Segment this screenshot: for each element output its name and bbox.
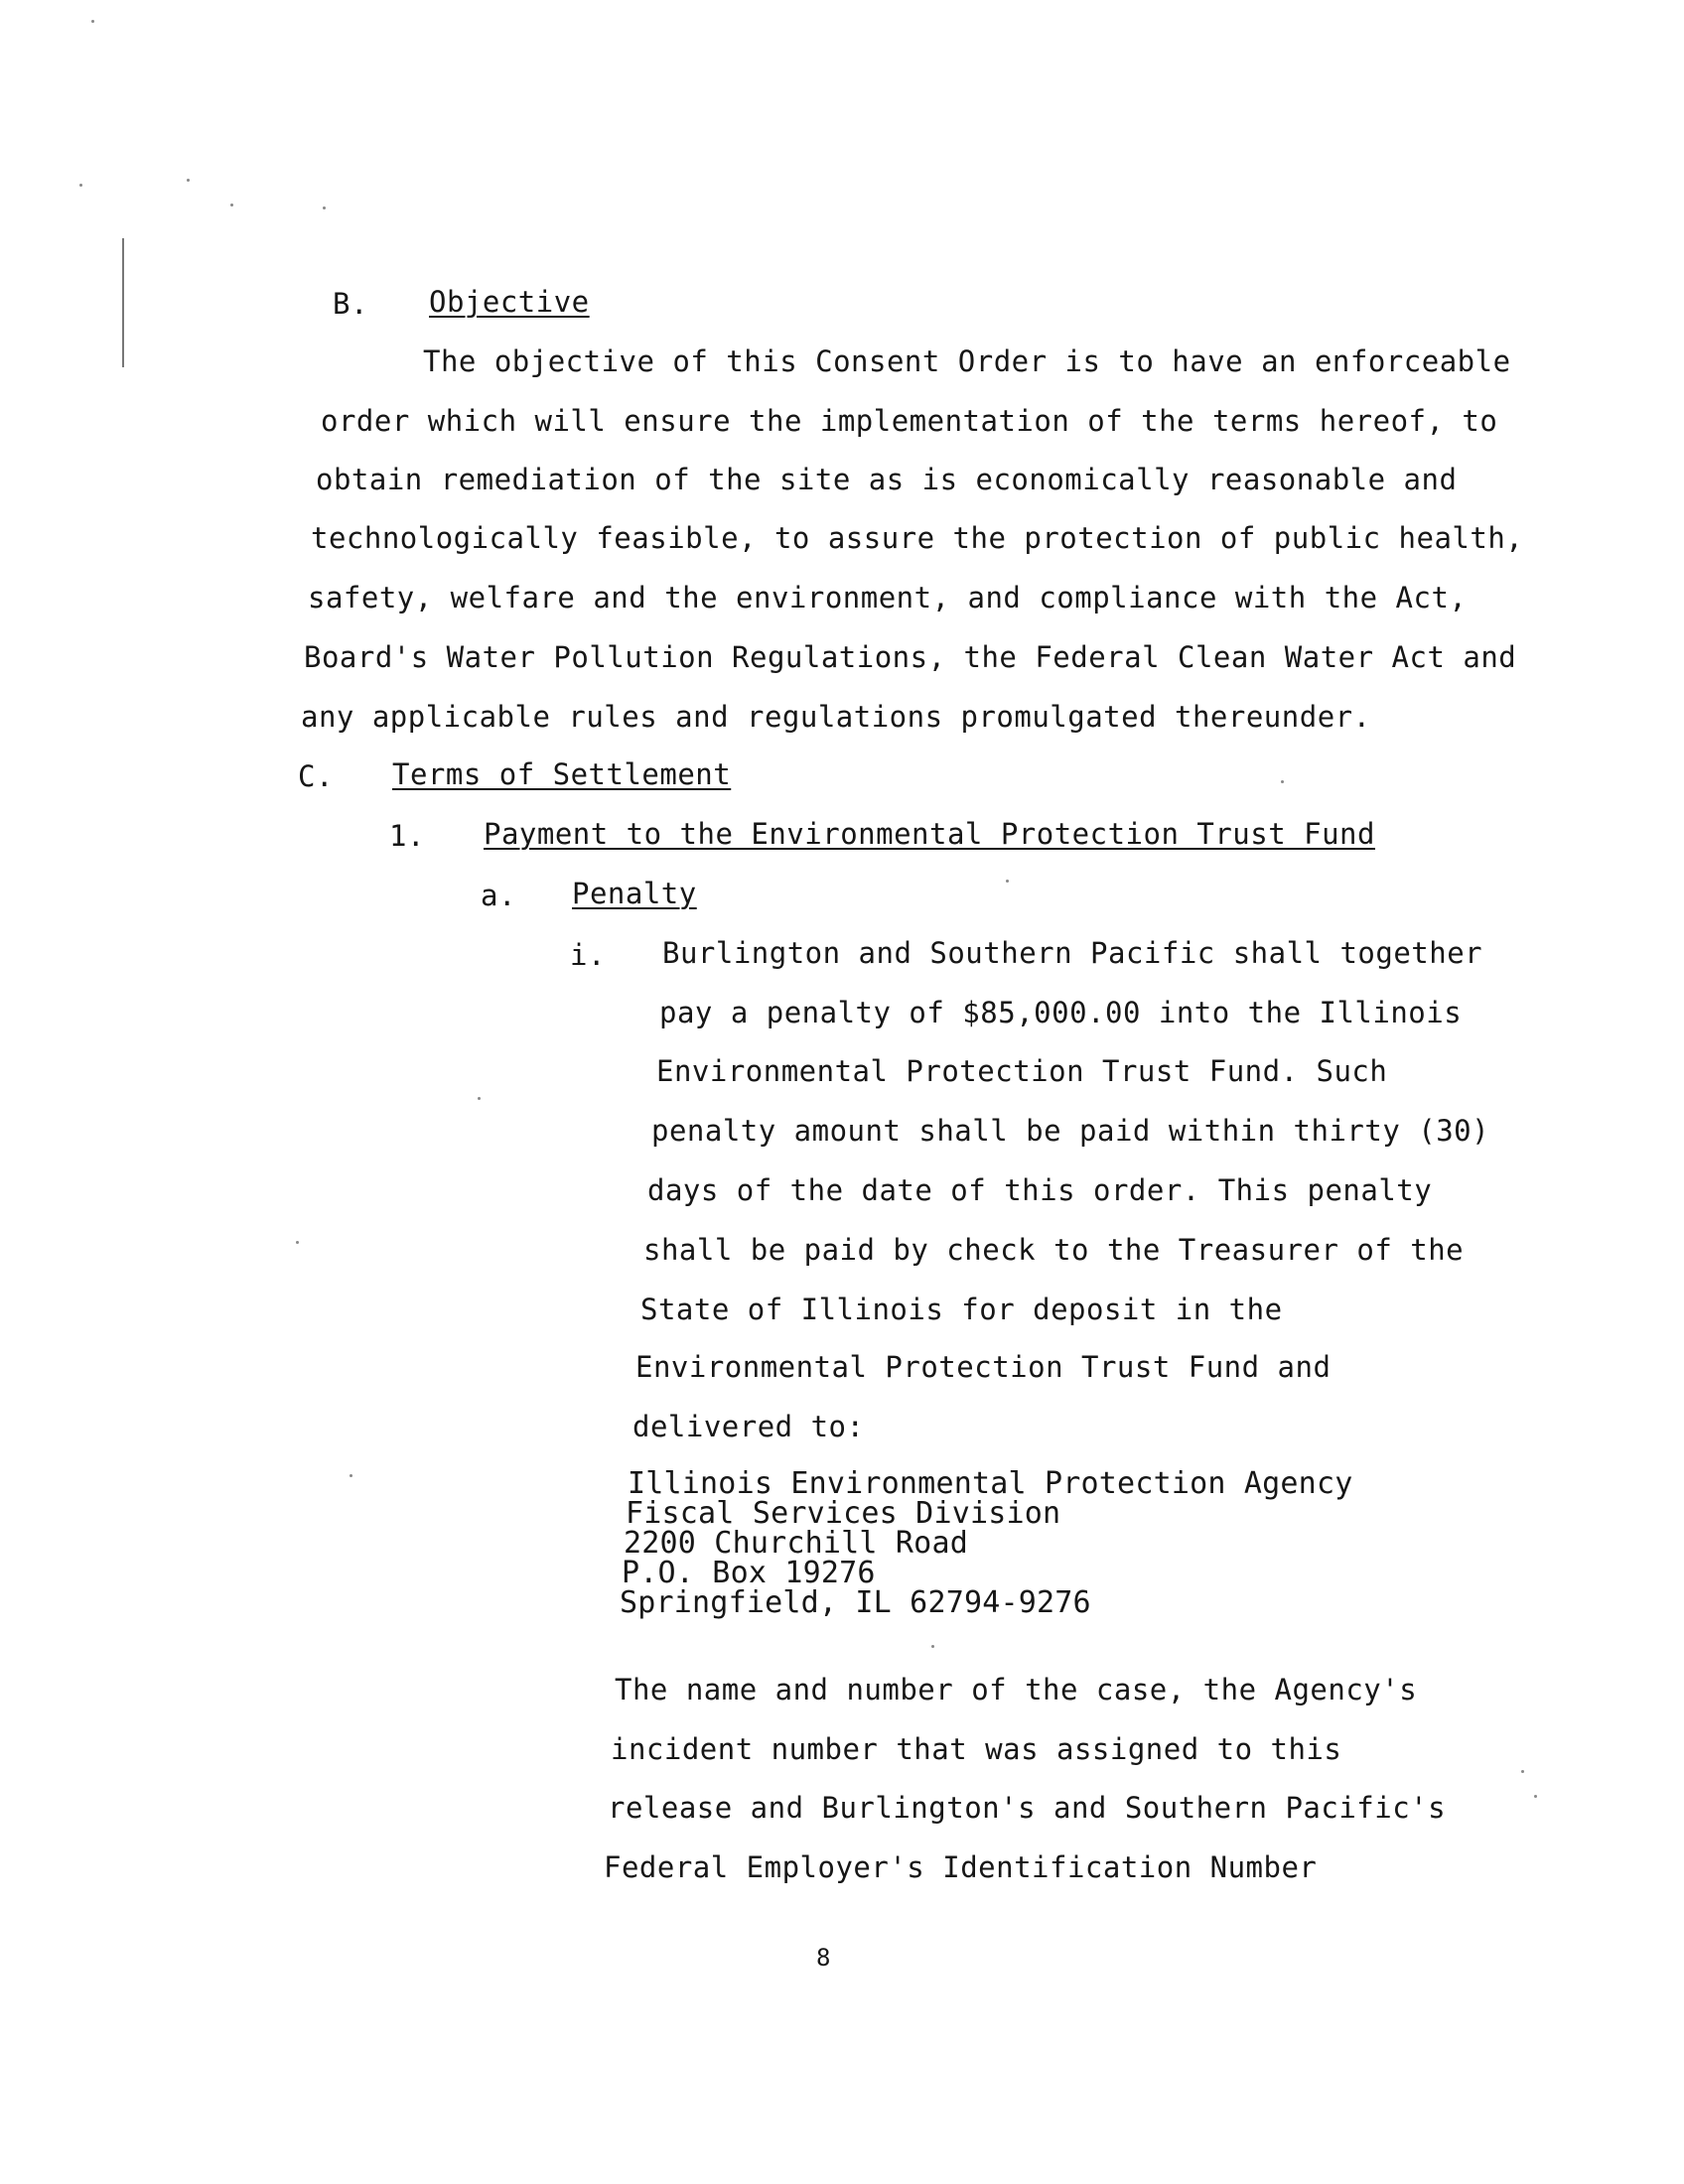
- penalty-line-7: State of Illinois for deposit in the: [640, 1293, 1283, 1326]
- closing-line-2: incident number that was assigned to this: [611, 1732, 1342, 1766]
- penalty-line-9: delivered to:: [632, 1410, 865, 1443]
- scan-speck: [1006, 880, 1009, 883]
- objective-line-1: The objective of this Consent Order is to have an enforceable: [423, 344, 1511, 378]
- penalty-line-6: shall be paid by check to the Treasurer of the: [643, 1233, 1465, 1267]
- section-b-heading: Objective: [429, 285, 590, 319]
- item-a-marker: a.: [481, 879, 516, 912]
- objective-line-5: safety, welfare and the environment, and compliance with the Act,: [308, 581, 1468, 614]
- scan-speck: [1534, 1795, 1537, 1798]
- closing-line-1: The name and number of the case, the Agency's: [615, 1673, 1418, 1706]
- section-c-marker: C.: [298, 759, 334, 793]
- closing-line-4: Federal Employer's Identification Number: [604, 1850, 1318, 1884]
- address-line-3: 2200 Churchill Road: [624, 1526, 968, 1561]
- address-line-2: Fiscal Services Division: [626, 1496, 1061, 1531]
- penalty-line-4: penalty amount shall be paid within thirty (30): [651, 1114, 1490, 1148]
- objective-line-2: order which will ensure the implementation of the terms hereof, to: [321, 404, 1498, 438]
- penalty-line-1: Burlington and Southern Pacific shall together: [662, 936, 1483, 970]
- objective-line-4: technologically feasible, to assure the protection of public health,: [311, 521, 1524, 555]
- scan-speck: [1521, 1770, 1524, 1773]
- address-line-4: P.O. Box 19276: [622, 1556, 876, 1590]
- penalty-line-3: Environmental Protection Trust Fund. Such: [656, 1054, 1388, 1088]
- item-1-heading: Payment to the Environmental Protection Trust Fund: [484, 817, 1375, 851]
- section-c-heading: Terms of Settlement: [392, 757, 732, 791]
- penalty-line-8: Environmental Protection Trust Fund and: [635, 1350, 1332, 1384]
- scan-speck: [91, 20, 94, 23]
- closing-line-3: release and Burlington's and Southern Pacific's: [608, 1791, 1447, 1825]
- objective-line-6: Board's Water Pollution Regulations, the Federal Clean Water Act and: [304, 640, 1517, 674]
- objective-line-3: obtain remediation of the site as is economically reasonable and: [316, 463, 1458, 496]
- margin-mark: [122, 238, 124, 367]
- objective-line-7: any applicable rules and regulations promulgated thereunder.: [301, 700, 1371, 734]
- scan-speck: [79, 184, 82, 187]
- penalty-line-5: days of the date of this order. This penalty: [647, 1173, 1433, 1207]
- scan-speck: [323, 206, 326, 209]
- section-b-marker: B.: [333, 287, 368, 321]
- item-i-marker: i.: [570, 938, 606, 972]
- penalty-line-2: pay a penalty of $85,000.00 into the Illinois: [659, 996, 1463, 1029]
- scan-speck: [296, 1241, 299, 1244]
- scan-speck: [230, 204, 233, 206]
- item-1-marker: 1.: [389, 819, 425, 853]
- item-a-heading: Penalty: [572, 877, 697, 910]
- page-number: 8: [816, 1944, 831, 1972]
- scan-speck: [1281, 780, 1284, 783]
- scan-speck: [478, 1097, 481, 1100]
- scan-speck: [931, 1645, 934, 1648]
- scan-speck: [350, 1474, 352, 1477]
- scan-speck: [187, 179, 190, 182]
- address-line-1: Illinois Environmental Protection Agency: [628, 1466, 1353, 1501]
- address-line-5: Springfield, IL 62794-9276: [620, 1585, 1091, 1620]
